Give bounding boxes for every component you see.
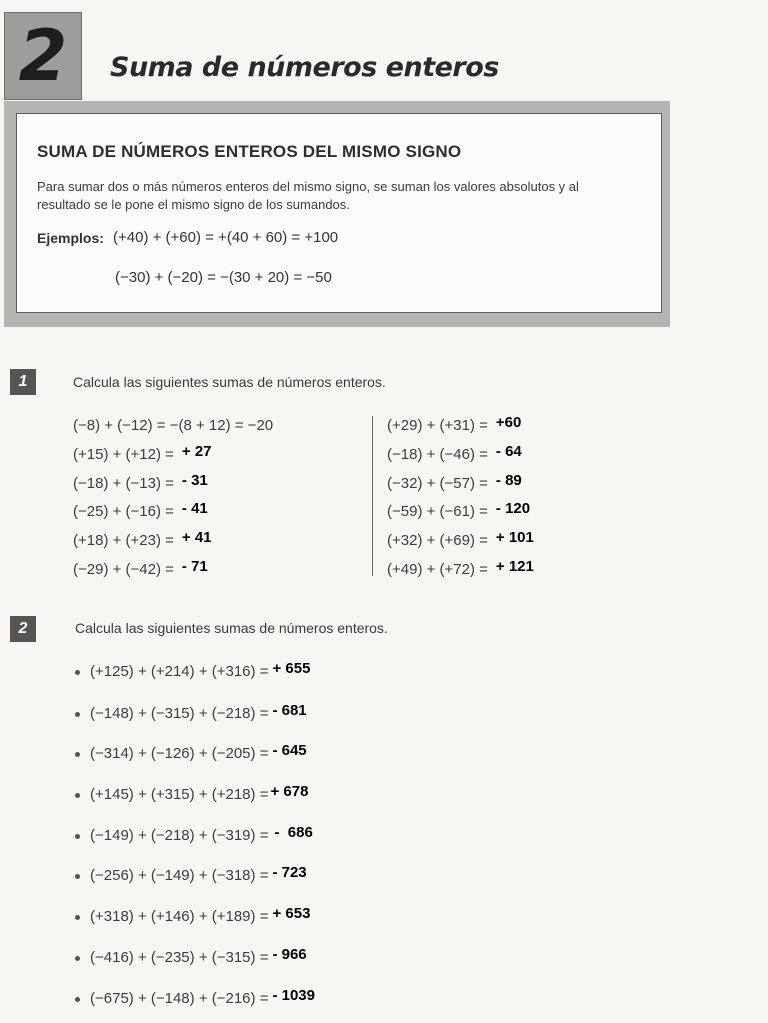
answer: - 41 xyxy=(181,500,208,517)
expression: (−675) + (−148) + (−216) = xyxy=(90,990,269,1007)
ex1-right-row xyxy=(387,445,522,465)
expression: (−59) + (−61) = xyxy=(387,503,488,520)
ex2-item xyxy=(75,989,315,1009)
answer: + 655 xyxy=(272,660,311,677)
bullet-icon xyxy=(75,793,80,798)
exercise-2-instruction: Calcula las siguientes sumas de números enteros. xyxy=(75,620,388,636)
answer: + 121 xyxy=(495,558,534,575)
ex2-item xyxy=(75,704,307,724)
exercise-1-number: 1 xyxy=(10,369,36,395)
expression: (+125) + (+214) + (+316) = xyxy=(90,663,269,680)
theory-box-inner xyxy=(16,113,662,313)
expression: (−18) + (−13) = xyxy=(73,475,174,492)
answer: - 71 xyxy=(181,558,208,575)
example-2: (−30) + (−20) = −(30 + 20) = −50 xyxy=(115,269,332,286)
column-divider xyxy=(372,416,373,576)
bullet-icon xyxy=(75,834,80,839)
bullet-icon xyxy=(75,956,80,961)
ex2-item xyxy=(75,866,307,886)
ex1-right-row xyxy=(387,474,522,494)
expression: (−148) + (−315) + (−218) = xyxy=(90,705,269,722)
answer: - 645 xyxy=(272,742,307,759)
answer: - 681 xyxy=(272,702,307,719)
answer: + 101 xyxy=(495,529,534,546)
expression: (−18) + (−46) = xyxy=(387,446,488,463)
answer: - 966 xyxy=(272,946,307,963)
chapter-title: Suma de números enteros xyxy=(110,52,499,83)
ex1-right-row xyxy=(387,416,521,436)
answer: + 653 xyxy=(272,905,311,922)
ex2-item xyxy=(75,948,307,968)
expression: (−256) + (−149) + (−318) = xyxy=(90,867,269,884)
ex1-right-row xyxy=(387,560,534,580)
ex1-left-row xyxy=(73,502,208,522)
expression: (−32) + (−57) = xyxy=(387,475,488,492)
ex1-left-row xyxy=(73,560,208,580)
ex1-right-row xyxy=(387,531,534,551)
answer: + 678 xyxy=(270,783,309,800)
ex1-right-row xyxy=(387,502,530,522)
ex2-item xyxy=(75,907,310,927)
answer: + 27 xyxy=(181,443,212,460)
bullet-icon xyxy=(75,752,80,757)
expression: (−149) + (−218) + (−319) = xyxy=(90,827,269,844)
bullet-icon xyxy=(75,997,80,1002)
expression: (+49) + (+72) = xyxy=(387,561,488,578)
answer: - 723 xyxy=(272,864,307,881)
chapter-number-badge: 2 xyxy=(4,12,82,100)
ex2-item xyxy=(75,662,310,682)
expression: (−416) + (−235) + (−315) = xyxy=(90,949,269,966)
answer: - 64 xyxy=(495,443,522,460)
expression: (+29) + (+31) = xyxy=(387,417,488,434)
ex1-left-row xyxy=(73,531,212,551)
expression: (+18) + (+23) = xyxy=(73,532,174,549)
answer: - 120 xyxy=(495,500,531,517)
expression: (−8) + (−12) = −(8 + 12) = −20 xyxy=(73,417,274,434)
answer: +60 xyxy=(495,414,522,431)
expression: (−314) + (−126) + (−205) = xyxy=(90,745,269,762)
answer: - 1039 xyxy=(272,987,315,1004)
expression: (+32) + (+69) = xyxy=(387,532,488,549)
expression: (−25) + (−16) = xyxy=(73,503,174,520)
ex2-item xyxy=(75,826,313,846)
answer: - 89 xyxy=(495,472,522,489)
bullet-icon xyxy=(75,874,80,879)
bullet-icon xyxy=(75,915,80,920)
expression: (+15) + (+12) = xyxy=(73,446,174,463)
ex1-left-row xyxy=(73,445,212,465)
ex2-item xyxy=(75,744,307,764)
answer: - 686 xyxy=(274,824,313,841)
bullet-icon xyxy=(75,670,80,675)
examples-label: Ejemplos: xyxy=(37,230,104,246)
example-1: (+40) + (+60) = +(40 + 60) = +100 xyxy=(113,229,339,246)
exercise-2-number: 2 xyxy=(10,616,36,642)
expression: (+318) + (+146) + (+189) = xyxy=(90,908,269,925)
theory-text: Para sumar dos o más números enteros del mismo signo, se suman los valores absolutos y al resultado se le pone el mismo signo de los sumandos. xyxy=(37,179,579,212)
answer: + 41 xyxy=(181,529,212,546)
theory-box xyxy=(4,101,670,327)
theory-heading: SUMA DE NÚMEROS ENTEROS DEL MISMO SIGNO xyxy=(37,142,462,161)
exercise-1-instruction: Calcula las siguientes sumas de números enteros. xyxy=(73,374,386,390)
answer: - 31 xyxy=(181,472,208,489)
bullet-icon xyxy=(75,712,80,717)
ex1-left-row xyxy=(73,474,208,494)
ex1-left-row xyxy=(73,416,273,436)
expression: (−29) + (−42) = xyxy=(73,561,174,578)
expression: (+145) + (+315) + (+218) = xyxy=(90,786,269,803)
ex2-item xyxy=(75,785,308,805)
